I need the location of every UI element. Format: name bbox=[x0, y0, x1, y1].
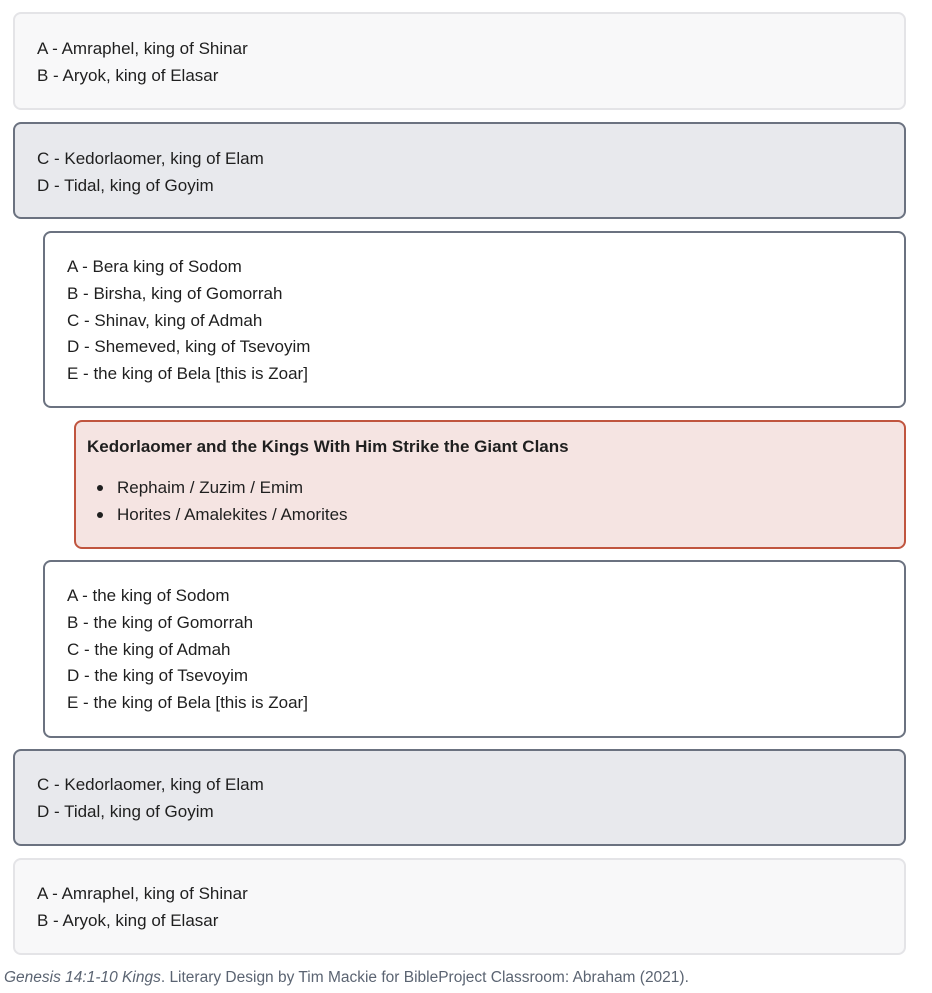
kings-line: A - the king of Sodom bbox=[67, 586, 230, 605]
kings-line: C - Kedorlaomer, king of Elam bbox=[37, 149, 264, 168]
clan-names: Rephaim / Zuzim / Emim bbox=[117, 478, 304, 497]
kings-line: A - Bera king of Sodom bbox=[67, 257, 242, 276]
kings-line: C - Kedorlaomer, king of Elam bbox=[37, 775, 264, 794]
kings-line: B - Aryok, king of Elasar bbox=[37, 910, 219, 930]
bullet-icon bbox=[97, 512, 103, 518]
clan-list-item bbox=[87, 475, 904, 502]
kings-line: A - Amraphel, king of Shinar bbox=[37, 884, 248, 903]
kings-line: D - Tidal, king of Goyim bbox=[37, 175, 214, 195]
kings-line: E - the king of Bela [this is Zoar] bbox=[67, 364, 308, 384]
caption-citation: Genesis 14:1-10 Kings bbox=[4, 969, 161, 986]
figure-caption bbox=[4, 967, 689, 989]
kings-line: D - Shemeved, king of Tsevoyim bbox=[67, 337, 311, 357]
kings-block-6 bbox=[13, 749, 906, 846]
kings-line: B - Birsha, king of Gomorrah bbox=[67, 283, 283, 303]
clan-list-item bbox=[87, 502, 904, 529]
kings-block-5 bbox=[43, 560, 906, 738]
clan-list bbox=[87, 475, 904, 529]
kings-line: D - the king of Tsevoyim bbox=[67, 666, 249, 686]
kings-line: D - Tidal, king of Goyim bbox=[37, 801, 214, 821]
kings-line: E - the king of Bela [this is Zoar] bbox=[67, 693, 308, 713]
kings-block-2 bbox=[13, 122, 906, 219]
center-block bbox=[74, 420, 906, 549]
kings-block-7 bbox=[13, 858, 906, 955]
bullet-icon bbox=[97, 485, 103, 491]
center-title: Kedorlaomer and the Kings With Him Strike the Giant Clans bbox=[87, 437, 569, 456]
kings-line: B - the king of Gomorrah bbox=[67, 612, 254, 632]
caption-credit: . Literary Design by Tim Mackie for BibleProject Classroom: Abraham (2021). bbox=[160, 969, 689, 986]
kings-line: C - the king of Admah bbox=[67, 639, 231, 659]
clan-names: Horites / Amalekites / Amorites bbox=[117, 504, 348, 524]
kings-line: A - Amraphel, king of Shinar bbox=[37, 39, 248, 58]
kings-block-3 bbox=[43, 231, 906, 408]
kings-line: B - Aryok, king of Elasar bbox=[37, 65, 219, 85]
kings-block-1 bbox=[13, 12, 906, 110]
kings-line: C - Shinav, king of Admah bbox=[67, 310, 263, 330]
